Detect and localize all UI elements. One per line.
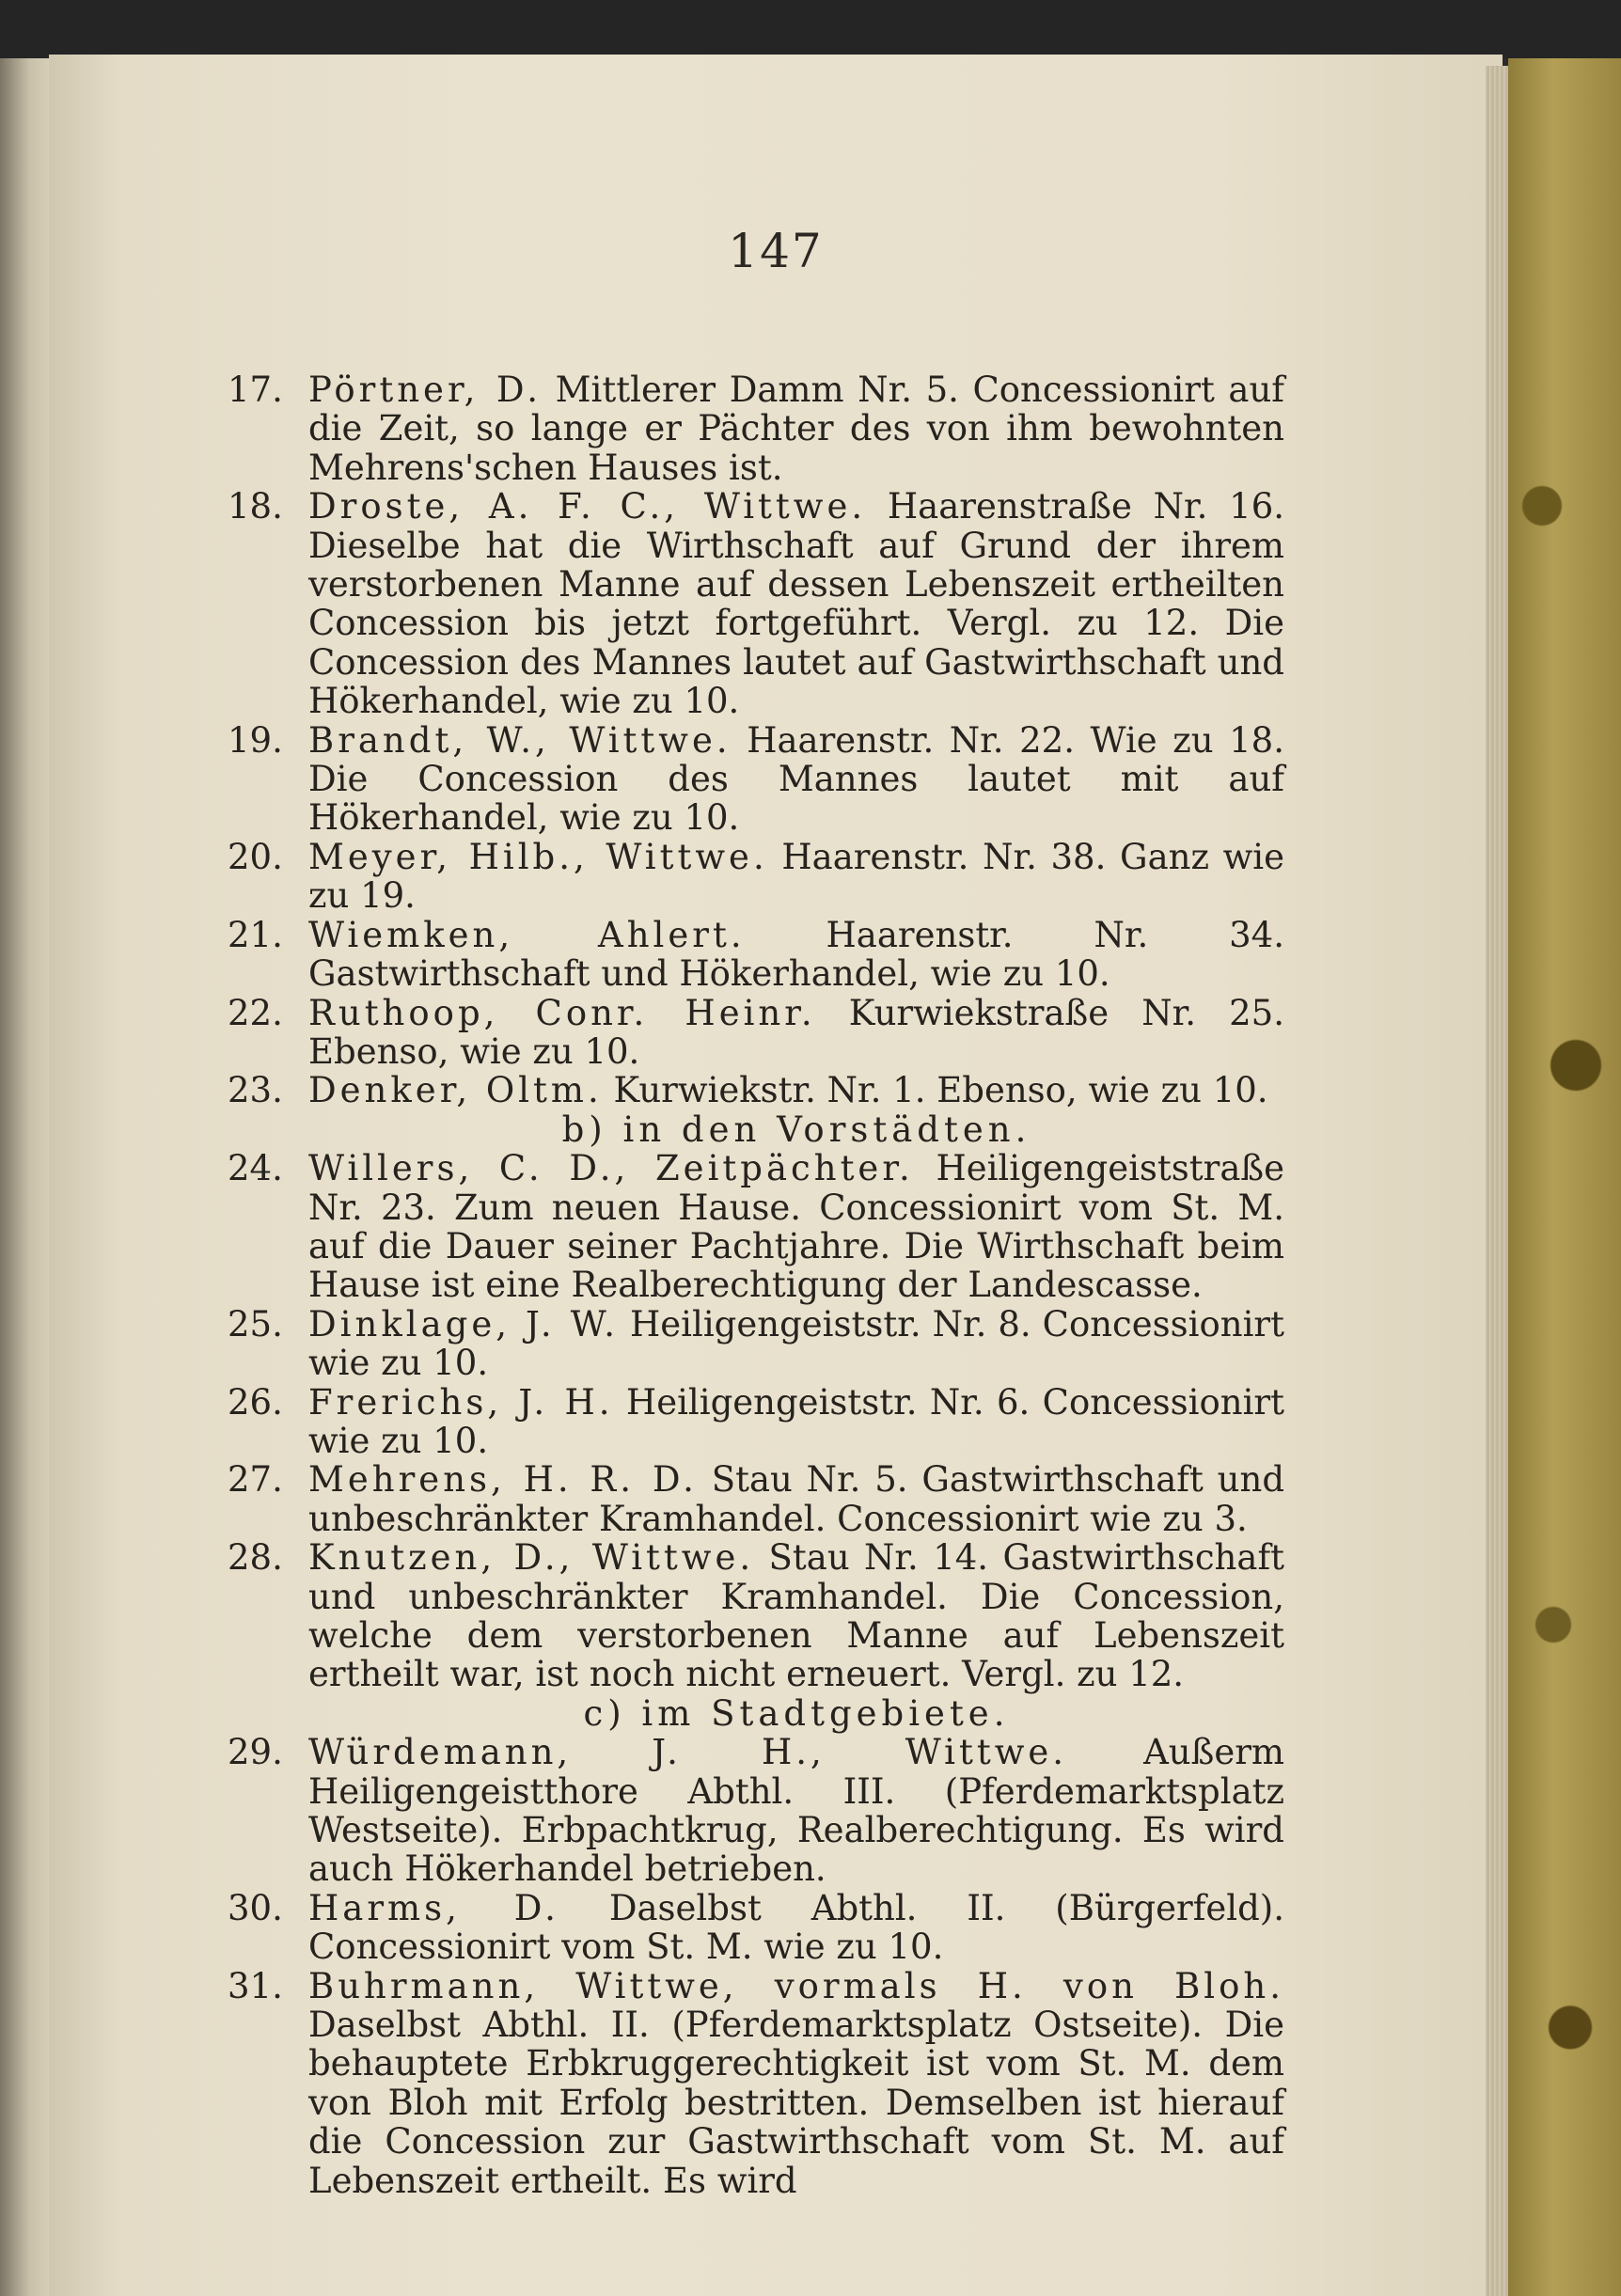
entry-number: 21. [228,914,283,955]
register-entry [228,1305,1284,1383]
entry-number: 26. [228,1381,283,1423]
entry-name: Würdemann, J. H., Wittwe. [308,1732,1068,1773]
register-entry [228,721,1284,838]
entry-text: Stau Nr. 14. Gastwirthschaft und unbeschränkter Kramhandel. Die Concession, welche dem verstorbenen Manne auf Lebenszeit ertheilt war, ist noch nicht erneuert. Vergl. zu 12. [308,1537,1285,1695]
register-entry [228,1149,1284,1305]
entry-number: 30. [228,1887,283,1928]
section-heading: b) in den Vorstädten. [561,1109,1031,1150]
register-entry [228,1383,1284,1461]
entry-number: 23. [228,1070,283,1111]
entry-text: Heiligengeiststr. Nr. 8. Concessionirt wie zu 10. [308,1303,1284,1384]
entry-text: Daselbst Abthl. II. (Pferdemarktsplatz Ostseite). Die behauptete Erbkruggerechtigkeit ist vom St. M. dem von Bloh mit Erfolg bestritten. Demselben ist hierauf die Concession zur Gastwirthschaft vom St. M. auf Lebenszeit ertheilt. Es wird [308,2005,1284,2201]
entry-text: Haarenstraße Nr. 16. Dieselbe hat die Wirthschaft auf Grund der ihrem verstorbenen Manne auf dessen Lebenszeit ertheilten Concession bis jetzt fortgeführt. Vergl. zu 12. Die Concession des Mannes lautet auf Gastwirthschaft und Hökerhandel, wie zu 10. [308,486,1284,722]
entry-name: Denker, Oltm. [308,1070,603,1111]
entry-name: Harms, D. [308,1887,559,1928]
scan-background-top [0,0,1621,58]
entry-name: Knutzen, D., Wittwe. [308,1537,755,1579]
marbled-cover [1508,58,1621,2296]
entry-name: Willers, C. D., Zeitpächter. [308,1148,914,1189]
entry-name: Wiemken, Ahlert. [308,914,746,955]
entry-name: Mehrens, H. R. D. [308,1459,698,1501]
register-entry [228,1733,1284,1889]
entry-name: Dinklage, J. W. [308,1303,620,1345]
register-entry [228,1538,1284,1694]
entry-number: 27. [228,1459,283,1501]
register-entry [228,370,1284,487]
register-entry [228,916,1284,994]
entry-text: Daselbst Abthl. II. (Bürgerfeld). Concessionirt vom St. M. wie zu 10. [308,1887,1284,1968]
facing-page-edge [0,58,49,2296]
entry-name: Frerichs, J. H. [308,1381,614,1423]
entry-text: Haarenstr. Nr. 38. Ganz wie zu 19. [308,836,1285,917]
register-entry [228,994,1284,1072]
entry-number: 20. [228,836,283,877]
entry-text: Außerm Heiligengeistthore Abthl. III. (Pferdemarktsplatz Westseite). Erbpachtkrug, Realberechtigung. Es wird auch Hökerhandel betrieben. [308,1732,1285,1890]
entry-text: Stau Nr. 5. Gastwirthschaft und unbeschränkter Kramhandel. Concessionirt wie zu 3. [308,1459,1285,1539]
entry-text: Haarenstr. Nr. 22. Wie zu 18. Die Concession des Mannes lautet mit auf Hökerhandel, wie zu 10. [308,719,1284,839]
register-entry [228,1967,1284,2200]
entry-number: 28. [228,1537,283,1579]
entry-name: Meyer, Hilb., Wittwe. [308,836,768,877]
entry-number: 31. [228,1965,283,2006]
entry-number: 29. [228,1732,283,1773]
entry-text: Haarenstr. Nr. 34. Gastwirthschaft und Hökerhandel, wie zu 10. [308,914,1284,995]
entry-number: 18. [228,486,283,527]
page-text [228,370,1284,2200]
section-heading: c) im Stadtgebiete. [583,1692,1010,1734]
entry-number: 19. [228,719,283,761]
entry-number: 22. [228,992,283,1033]
entry-name: Buhrmann, Wittwe, vormals H. von Bloh. [308,1965,1284,2006]
register-entry [228,487,1284,720]
entry-number: 24. [228,1148,283,1189]
book-page [49,55,1503,2296]
entry-name: Brandt, W., Wittwe. [308,719,732,761]
entry-text: Kurwiekstr. Nr. 1. Ebenso, wie zu 10. [613,1070,1268,1111]
entry-text: Mittlerer Damm Nr. 5. Concessionirt auf die Zeit, so lange er Pächter des von ihm bewohnten Mehrens'schen Hauses ist. [308,370,1284,488]
entry-name: Pörtner, D. [308,370,543,410]
register-entry [228,1071,1284,1109]
register-entry [228,838,1284,916]
page-number: 147 [728,224,824,278]
entry-text: Kurwiekstraße Nr. 25. Ebenso, wie zu 10. [308,992,1284,1072]
entry-number: 17. [228,370,283,410]
register-entry [228,1460,1284,1538]
entry-text: Heiligengeiststraße Nr. 23. Zum neuen Hause. Concessionirt vom St. M. auf die Dauer seiner Pachtjahre. Die Wirthschaft beim Hause ist eine Realberechtigung der Landescasse. [308,1148,1284,1306]
entry-text: Heiligengeiststr. Nr. 6. Concessionirt wie zu 10. [308,1381,1284,1461]
register-entry [228,1889,1284,1967]
entry-name: Droste, A. F. C., Wittwe. [308,486,867,527]
entry-name: Ruthoop, Conr. Heinr. [308,992,816,1033]
entry-number: 25. [228,1303,283,1345]
